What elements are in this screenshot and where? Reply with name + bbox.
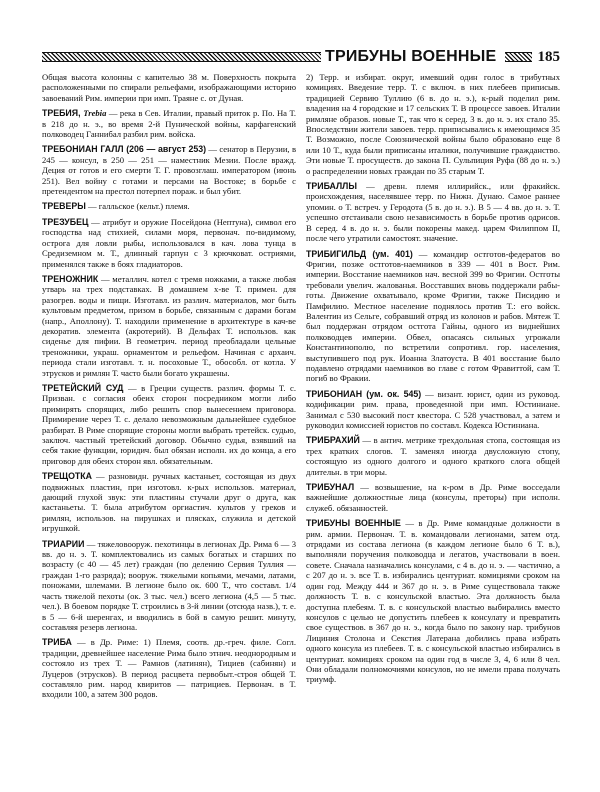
entry-headword: ТРЕЗУБЕЦ	[42, 216, 89, 227]
dictionary-entry	[306, 435, 560, 477]
entry-text: — в Греции существ. различ. формы Т. с. Призван. с согласия обеих сторон посредником могли либо примирять спорящих, либо решить спор вынесением приговора. Примирение через Т. с. делало невозможным дальнейшее судебное разбират. В Риме спорящие стороны могли выбрать третейск. судью, заключ. частный третейский договор. Обычно судья, взявший на себя такие функции, юридич. был обязан исполн. их до конца, а его приговор для обеих сторон явл. обязательным.	[42, 382, 296, 466]
two-column-body	[42, 72, 560, 766]
entry-text: — в Др. Риме: 1) Племя, соотв. др.-греч. филе. Согл. традиции, древнейшее население Рима было этнич. неоднородным и состояло из трех Т. — Рамнов (латинян), Тициев (сабинян) и Луцеров (этрусков). В период расцвета первобыт.-строя общей Т. составляло рим. народ квиритов — патрициев. Первонач. в Т. входили 100, а затем 300 родов.	[42, 637, 296, 700]
entry-text: — древн. племя иллирийск., или фракийск. происхождения, населявшее терр. по Нижн. Дунаю. Самое раннее упомин. о Т. встреч. у Геродота (5 в. до н. э.). В 5 — 4 вв. до н. э. Т. успешно отстаивали свою независимость в борьбе против одрисов. В серед. 4 в. до н. э. были покорены макед. царем Филиппом II, после чего утратили самостоят. значение.	[306, 181, 560, 244]
dictionary-entry	[42, 108, 296, 139]
dictionary-entry	[306, 249, 560, 384]
entry-headword: ТРИБОНИАН (ум. ок. 545)	[306, 388, 422, 399]
entry-headword: ТРЕВЕРЫ	[42, 201, 86, 212]
dictionary-entry	[306, 181, 560, 243]
page-number: 185	[532, 46, 561, 68]
entry-headword: ТРИБИГИЛЬД (ум. 401)	[306, 248, 413, 259]
dictionary-entry	[306, 72, 560, 176]
entry-headword: ТРЕТЕЙСКИЙ СУД	[42, 382, 124, 393]
entry-text: — командир остготов-федератов во Фригии, позже остготов-наемников в 339 — 401 в Вост. Рим. империи. Восстание наемников нач. весной 399 во Фригии. Остготы требовали увелич. жалованья. Восставших вновь поддержали рабы-готы. Движение охватывало, кроме Фригии, также Писидию и Памфилию. Местное население поднялось против Т.: его войск. Валентин из Сельге, собравший отряд из колонов и рабов. Мятеж Т. был поддержан отрядом остгота Гайны, одного из виднейших полководцев империи. Обвел, опасаясь сильных угрожали Константинополю, по встретили сопротивл. гор. населения, выступившего под рук. Иоанна Златоуста. В 401 восстание было подавлено отрядами наемников во главе с готом Фравиттой, сам Т. погиб во Фракии.	[306, 248, 560, 384]
entry-text: 2) Терр. и избират. округ, имевший один голос в трибутных комициях. Введение терр. Т. с включ. в них плебеев приписыв. традицией Сервию Туллию (6 в. до н. э.), к-рый поделил рим. владения на 4 городские и 17 сельских Т. В процессе завоев. Италии римляне образов. новые Т., так что к серед. 3 в. до н. э. их стало 35. Впоследствии жители завоев. терр. приписывались к имеющимся 35 Т. Возможно, после Союзнической войны было образовано еще 8 или 10 Т., куда были приписаны италики, получившие гражданство. Эти новые Т. просуществ. до закона П. Сульпиция Руфа (88 до н. э.) о распределении новых граждан по 35 старым Т.	[306, 72, 560, 176]
dictionary-entry	[42, 217, 296, 269]
dictionary-entry	[42, 144, 296, 196]
right-column	[306, 72, 560, 766]
entry-text: — в антич. метрике трехдольная стопа, состоящая из трех кратких слогов. Т. заменял иногда двусложную стопу, состоящую из одного долгого и одного краткого слога общей длительн. в три моры.	[306, 435, 560, 477]
entry-headword: ТРИБАЛЛЫ	[306, 181, 357, 192]
dictionary-entry	[42, 201, 296, 211]
dictionary-entry	[42, 471, 296, 533]
entry-text: — река в Сев. Италии, правый приток р. По. На Т. в 218 до н. э., во время 2-й Пунической войны, карфагенский полководец Ганнибал разбил рим. войска.	[42, 108, 296, 140]
entry-text: — возвышение, на к-ром в Др. Риме восседали важнейшие должностные лица (консулы, преторы) при исполн. служеб. обязанностей.	[306, 482, 560, 513]
entry-headword: ТРЕБИЯ,	[42, 108, 84, 119]
dictionary-entry	[42, 274, 296, 378]
entry-headword: ТРЕБОНИАН ГАЛЛ (206 — август 253)	[42, 144, 207, 155]
entry-latin-term: Trebia	[83, 108, 107, 119]
entry-text: Общая высота колонны с капителью 38 м. Поверхность покрыта расположенными по спирали рельефами, изображающими историю завоеваний Рим. империи при имп. Траяне с. от Дуная.	[42, 72, 296, 103]
entry-headword: ТРИБУНАЛ	[306, 482, 355, 493]
entry-headword: ТРИБРАХИЙ	[306, 435, 360, 446]
entry-text: — визант. юрист, один из руковод. кодификации рим. права, проведенной при имп. Юстиниане. Занимал с 530 высокий пост квестора. С 528 участвовал, а затем и руководил комиссией юристов по составл. Кодекса Юстиниана.	[306, 388, 560, 430]
entry-headword: ТРИБУНЫ ВОЕННЫЕ	[306, 518, 401, 529]
dictionary-entry	[306, 389, 560, 431]
entry-headword: ТРЕНОЖНИК	[42, 273, 99, 284]
header-title: ТРИБУНЫ ВОЕННЫЕ	[325, 48, 497, 65]
entry-text: — в Др. Риме командные должности в рим. армии. Первонач. Т. в. командовали легионами, затем отд. отрядами из состава легиона (в каждом легионе было 6 Т. в.), выполняли поручения полководца и легатов, участвовали в воен. совете. Сначала назначались консулами, с 4 в. до н. э. — частично, а с 207 до н. э. все Т. в. избирались центуриат. комициями сроком на один год. Между 444 и 367 до н. э. в Риме существовала также должность Т. в. с консульской властью. Эта должность была доступна плебеям. Т. в. с консульской властью выбирались вместо консулов с целью не допустить плебеев к консулату и превратить свое существов. в 367 до н. э., когда было по закону нар. трибунов Лициния Столона и Секстия Латерана добились права избрать одного консула из плебеев. Т. в. с консульской властью избирались в центуриат. комициях сроком на один год в числе 3, 4, 6 или 8 чел. Они обладали полномочиями консулов, но не имели права получать триумф.	[306, 518, 560, 685]
entry-text: — металлич. котел с тремя ножками, а также любая утварь на трех подставках. В домашнем х-ве Т. примен. для разогрев. воды и пищи. Изготавл. из различ. материалов, мог быть культовым предметом, призом в борьбе, связанным с дарами богам (напр., Аполлону). Т. находили применение в архитектуре в кач-ве декоратив. элемента (акротерий). В Дельфах Т. использов. как сиденье для пифии. В геометрич. период преобладали цельные треножники, украш. орнаментом и рельефом. Начиная с архаич. периода стали изготавл. т. н. посоховые Т., обособл. от котла. У этрусков и римлян Т. часто были богато украшены.	[42, 273, 296, 378]
left-column	[42, 72, 296, 766]
entry-text: — разновидн. ручных кастаньет, состоящая из двух подвижных пластин, при изготовл. к-рых использов. материал, дающий глухой звук: эти пластины стучали друг о друга, как кастаньеты. Т. была атрибутом оргиастич. культов у греков и римлян, использов. на пирушках и плясках, служила и детской игрушкой.	[42, 471, 296, 534]
entry-text: — тяжеловооруж. пехотинцы в легионах Др. Рима 6 — 3 вв. до н. э. Т. комплектовались из самых богатых и старших по возрасту (с 40 — 45 лет) граждан (по делению Сервия Туллия — граждан 1-го разряда); вооруж. тяжелыми копьями, мечами, латами, поножами, шлемами. В легионе было ок. 600 Т., что составл. 1/4 часть тяжелой пехоты (ок. 3 тыс. чел.) всего легиона (4,5 — 5 тыс. чел.). В боевом порядке Т. строились в 3-й линии (отсюда назв.), т. е. в 5 — 6-й шеренгах, и вводились в бой в самую решит. минуту, составляя резерв легиона.	[42, 538, 296, 632]
dictionary-entry	[42, 383, 296, 466]
entry-headword: ТРИАРИИ	[42, 538, 85, 549]
dictionary-entry	[306, 482, 560, 513]
entry-text: — галльское (кельт.) племя.	[85, 201, 190, 212]
dictionary-entry	[42, 72, 296, 103]
dictionary-entry	[42, 539, 296, 633]
dictionary-entry	[306, 518, 560, 685]
running-header	[42, 46, 560, 68]
entry-text: — атрибут и оружие Посейдона (Нептуна), символ его господства над стихией, силами моря, первонач. по-видимому, острога для ловли рыбы, использовался в кач. лова тунца в Средиземном м. Т., длинный гарпун с 3 крючковат. остриями, применялся также в боях гладиаторов.	[42, 216, 296, 269]
entry-text: — сенатор в Перузии, в 245 — консул, в 250 — 251 — наместник Мезии. После вражд. Деция от готов и его смерти Т. Г. провозглаш. императором (июнь 251). Вел войну с готами и персами на Востоке; в борьбе с претендентом на престол потерпел пораж. и был убит.	[42, 144, 296, 197]
entry-headword: ТРИБА	[42, 637, 72, 648]
header-title-box	[321, 46, 505, 68]
dictionary-entry	[42, 637, 296, 699]
entry-headword: ТРЕЩОТКА	[42, 471, 93, 482]
